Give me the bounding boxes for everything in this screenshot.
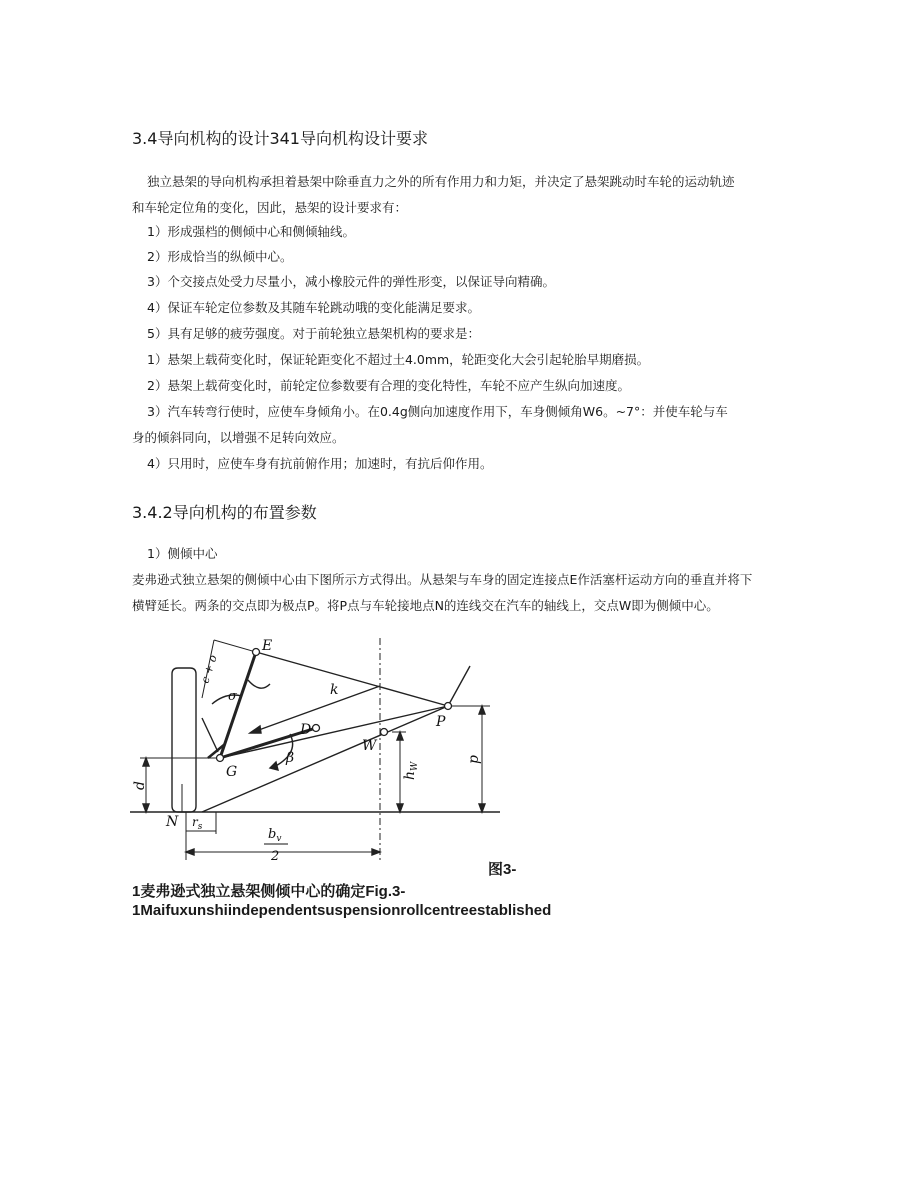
section-heading-3-4: 3.4导向机构的设计341导向机构设计要求 (132, 129, 428, 148)
point-p (445, 703, 452, 710)
subheading: 1）侧倾中心 (147, 546, 218, 561)
body-paragraph-line: 麦弗逊式独立悬架的侧倾中心由下图所示方式得出。从悬架与车身的固定连接点E作活塞杆运动方向的垂直并将下 (132, 572, 753, 587)
caption-line-2: 1麦弗逊式独立悬架侧倾中心的确定Fig.3- (132, 883, 406, 900)
label-d-point: D (300, 722, 312, 738)
point-d (313, 725, 320, 732)
section-heading-3-4-2: 3.4.2导向机构的布置参数 (132, 503, 317, 522)
caption-line-3: 1Maifuxunshiindependentsuspensionrollcentreestablished (132, 902, 552, 919)
label-d: d (132, 781, 148, 790)
label-g: G (226, 764, 238, 780)
label-beta: β (286, 750, 295, 766)
intro-paragraph-line: 和车轮定位角的变化，因此，悬架的设计要求有： (132, 200, 408, 215)
point-g (217, 755, 224, 762)
intro-paragraph-line: 独立悬架的导向机构承担着悬架中除垂直力之外的所有作用力和力矩，并决定了悬架跳动时车轮的运动轨迹 (147, 174, 735, 189)
tyre-outline (172, 668, 196, 812)
suspension-roll-centre-diagram (130, 634, 500, 864)
list-item: 4）只用时，应使车身有抗前俯作用；加速时，有抗后仰作用。 (147, 456, 493, 471)
label-sigma: σ (228, 689, 237, 704)
label-n: N (166, 814, 179, 830)
list-item-continuation: 身的倾斜同向，以增强不足转向效应。 (132, 430, 345, 445)
label-e: E (262, 638, 273, 654)
body-paragraph-line: 横臂延长。两条的交点即为极点P。将P点与车轮接地点N的连线交在汽车的轴线上，交点W即为侧倾中心。 (132, 598, 719, 613)
list-item: 2）形成恰当的纵倾中心。 (147, 249, 293, 264)
label-h-w: $h_W$ (402, 761, 420, 780)
label-p-dim: p (466, 755, 482, 764)
list-item: 4）保证车轮定位参数及其随车轮跳动哦的变化能满足要求。 (147, 300, 480, 315)
point-e (253, 649, 260, 656)
label-two: 2 (271, 849, 280, 864)
list-item: 3）个交接点处受力尽量小，减小橡胶元件的弹性形变，以保证导向精确。 (147, 274, 555, 289)
label-c-o: c + o (198, 653, 220, 685)
label-b-v: $b_v$ (268, 827, 282, 844)
list-item: 1）形成强档的侧倾中心和侧倾轴线。 (147, 224, 355, 239)
label-w: W (362, 738, 377, 754)
list-item: 5）具有足够的疲劳强度。对于前轮独立悬架机构的要求是： (147, 326, 480, 341)
list-item: 2）悬架上载荷变化时，前轮定位参数要有合理的变化特性，车轮不应产生纵向加速度。 (147, 378, 630, 393)
list-item: 1）悬架上载荷变化时，保证轮距变化不超过土4.0mm，轮距变化大会引起轮胎早期磨损。 (147, 352, 650, 367)
line-e-p (256, 652, 448, 706)
label-r-s: $r_s$ (192, 815, 203, 832)
point-w (381, 729, 388, 736)
caption-line-1: 图3- (488, 861, 517, 878)
label-p-point: P (436, 714, 446, 730)
list-item: 3）汽车转弯行使时，应使车身倾角小。在0.4g侧向加速度作用下，车身侧倾角W6。~7°：并使车轮与车 (147, 404, 728, 419)
line-n-p (202, 706, 448, 812)
label-k: k (330, 682, 339, 698)
strut (220, 652, 256, 758)
